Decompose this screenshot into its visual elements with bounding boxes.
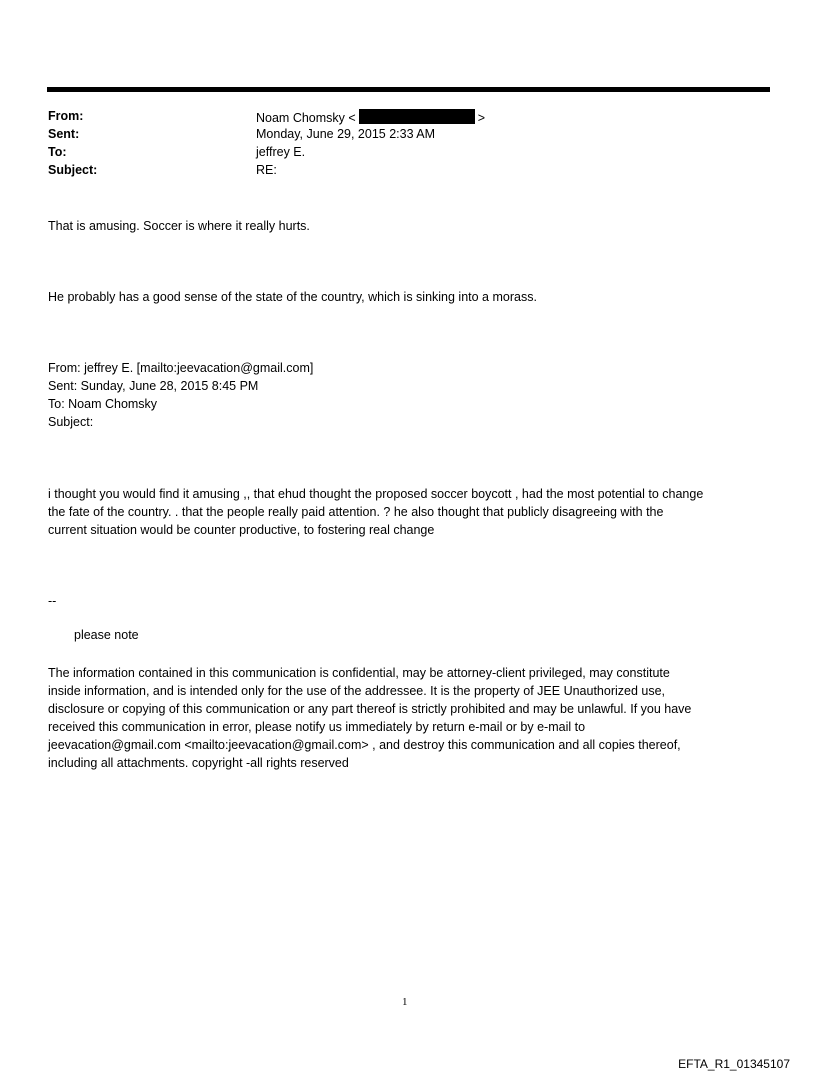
quoted-body-line: the fate of the country. . that the people really paid attention. ? he also thought that publicly disagreeing with the [48, 505, 664, 519]
from-label: From: [48, 109, 84, 123]
body-paragraph-1: That is amusing. Soccer is where it really hurts. [48, 219, 310, 233]
from-name: Noam Chomsky < [256, 111, 356, 125]
disclaimer-line: inside information, and is intended only for the use of the addressee. It is the property of JEE Unauthorized use, [48, 684, 666, 698]
page-number: 1 [402, 996, 408, 1008]
disclaimer [48, 664, 770, 772]
sent-row [48, 127, 748, 145]
disclaimer-line: including all attachments. copyright -all rights reserved [48, 756, 349, 770]
to-value: jeffrey E. [256, 145, 306, 159]
disclaimer-line: received this communication in error, please notify us immediately by return e-mail or by e-mail to [48, 720, 586, 734]
header-rule [47, 87, 770, 92]
quoted-header [48, 359, 770, 431]
signature-note: please note [74, 628, 139, 642]
disclaimer-line: jeevacation@gmail.com <mailto:jeevacation@gmail.com> , and destroy this communication and all copies thereof, [48, 738, 681, 752]
from-row [48, 109, 748, 127]
quoted-sent: Sent: Sunday, June 28, 2015 8:45 PM [48, 379, 259, 393]
to-label: To: [48, 145, 67, 159]
signature-dashes: -- [48, 594, 57, 608]
sent-value: Monday, June 29, 2015 2:33 AM [256, 127, 436, 141]
quoted-to: To: Noam Chomsky [48, 397, 158, 411]
from-value [256, 109, 485, 125]
subject-value: RE: [256, 163, 277, 177]
subject-row [48, 163, 748, 181]
quoted-subject: Subject: [48, 415, 94, 429]
subject-label: Subject: [48, 163, 98, 177]
body-paragraph-2: He probably has a good sense of the state of the country, which is sinking into a morass. [48, 290, 537, 304]
sent-label: Sent: [48, 127, 80, 141]
quoted-body [48, 485, 770, 539]
quoted-body-line: i thought you would find it amusing ,, that ehud thought the proposed soccer boycott , had the most potential to change [48, 487, 704, 501]
redaction-box [359, 109, 475, 124]
to-row [48, 145, 748, 163]
bates-number: EFTA_R1_01345107 [678, 1057, 790, 1071]
from-suffix: > [477, 111, 485, 125]
disclaimer-line: disclosure or copying of this communication or any part thereof is strictly prohibited and may be unlawful. If you have [48, 702, 692, 716]
disclaimer-line: The information contained in this communication is confidential, may be attorney-client privileged, may constitute [48, 666, 670, 680]
quoted-from: From: jeffrey E. [mailto:jeevacation@gmail.com] [48, 361, 314, 375]
quoted-body-line: current situation would be counter productive, to fostering real change [48, 523, 435, 537]
